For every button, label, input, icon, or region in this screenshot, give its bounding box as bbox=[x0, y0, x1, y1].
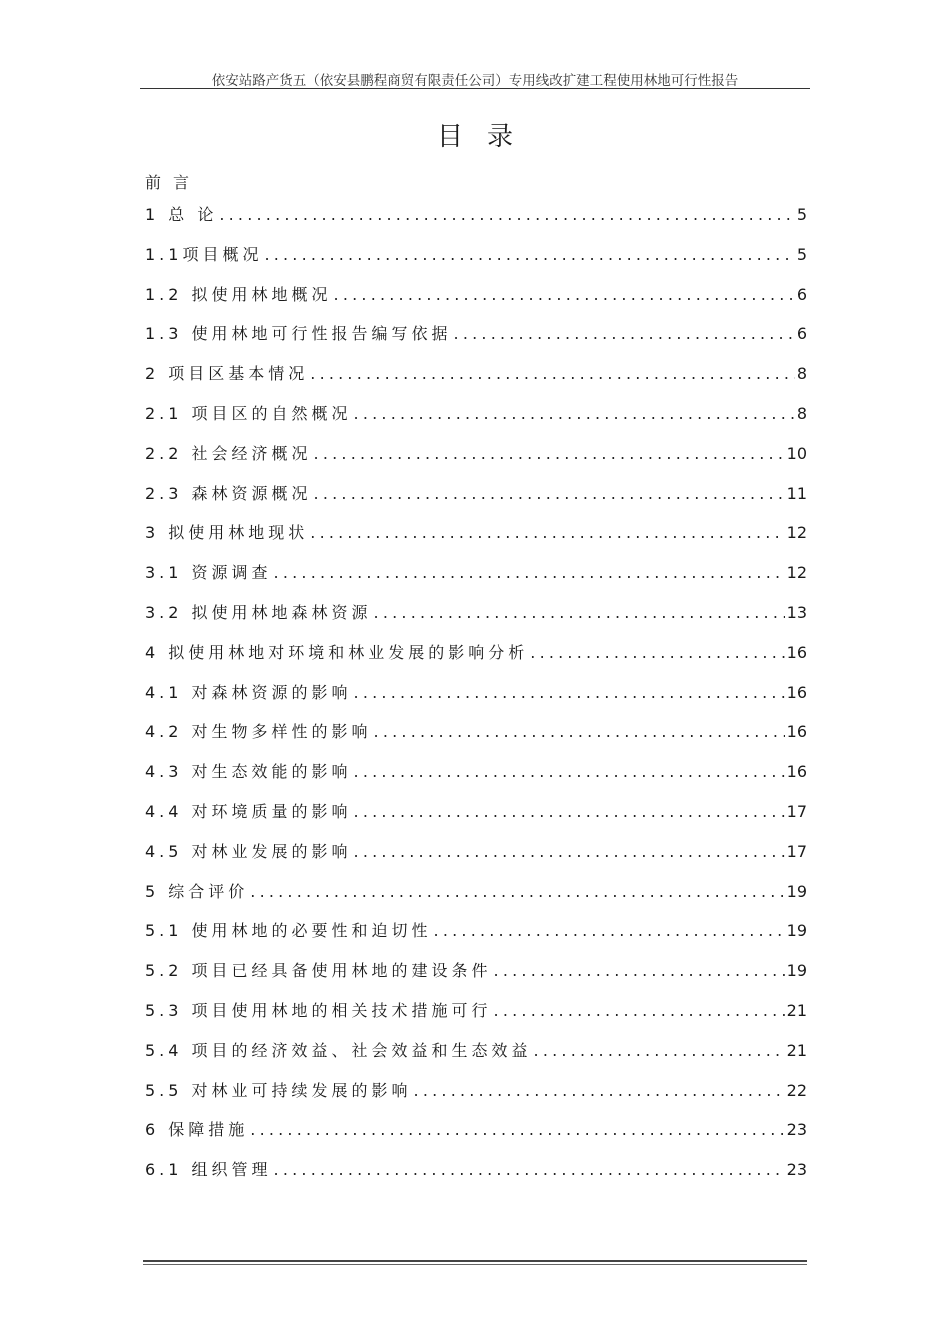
toc-entry-label: 2.1 项目区的自然概况 bbox=[145, 403, 352, 423]
toc-leader-dots bbox=[310, 364, 795, 384]
toc-entry[interactable] bbox=[145, 603, 807, 643]
toc-entry-page: 16 bbox=[786, 762, 807, 782]
toc-entry-label: 2.2 社会经济概况 bbox=[145, 443, 312, 463]
toc-leader-dots bbox=[219, 205, 794, 225]
toc-entry[interactable] bbox=[145, 1001, 807, 1041]
toc-preface: 前言 bbox=[145, 173, 202, 192]
toc-leader-dots bbox=[454, 324, 795, 344]
toc-entry-page: 19 bbox=[786, 921, 807, 941]
toc-entry[interactable] bbox=[145, 364, 807, 404]
toc-entry-page: 5 bbox=[796, 205, 807, 224]
toc-leader-dots bbox=[434, 921, 785, 941]
toc-entry[interactable] bbox=[145, 1041, 807, 1081]
toc-entry[interactable] bbox=[145, 1120, 807, 1160]
toc-entry-label: 4.1 对森林资源的影响 bbox=[145, 682, 352, 702]
footer-rule bbox=[143, 1260, 807, 1262]
toc-entry-page: 21 bbox=[786, 1000, 807, 1020]
toc-leader-dots bbox=[530, 643, 784, 663]
toc-entry-label: 5.3 项目使用林地的相关技术措施可行 bbox=[145, 1000, 492, 1020]
toc-entry[interactable] bbox=[145, 563, 807, 603]
toc-entry-page: 11 bbox=[786, 483, 807, 503]
toc-entry[interactable] bbox=[145, 285, 807, 325]
toc-leader-dots bbox=[314, 484, 785, 504]
toc-entry[interactable] bbox=[145, 484, 807, 524]
toc-entry-page: 16 bbox=[786, 642, 807, 662]
toc-entry[interactable] bbox=[145, 802, 807, 842]
toc-entry[interactable] bbox=[145, 643, 807, 683]
toc-leader-dots bbox=[314, 444, 785, 464]
toc-entry-label: 4.2 对生物多样性的影响 bbox=[145, 722, 372, 742]
toc-entry[interactable] bbox=[145, 404, 807, 444]
toc-entry-page: 23 bbox=[786, 1120, 807, 1140]
toc-entry-page: 23 bbox=[786, 1160, 807, 1180]
toc-entry-label: 3 拟使用林地现状 bbox=[145, 523, 309, 543]
toc-entry-page: 8 bbox=[796, 364, 807, 384]
toc-entry-label: 1.3 使用林地可行性报告编写依据 bbox=[145, 324, 452, 344]
toc-leader-dots bbox=[374, 722, 785, 742]
toc-entry[interactable] bbox=[145, 722, 807, 762]
toc-entry[interactable] bbox=[145, 921, 807, 961]
toc-title: 目录 bbox=[436, 122, 537, 152]
toc-entry-page: 22 bbox=[786, 1080, 807, 1100]
toc-entry-page: 5 bbox=[796, 244, 807, 264]
toc-leader-dots bbox=[334, 285, 795, 305]
toc-entry[interactable] bbox=[145, 961, 807, 1001]
toc-leader-dots bbox=[494, 961, 785, 981]
toc-entry-label: 1 总 论 bbox=[145, 205, 218, 224]
toc-leader-dots bbox=[274, 1160, 785, 1180]
toc-entry-page: 16 bbox=[786, 722, 807, 742]
toc-entry[interactable] bbox=[145, 444, 807, 484]
toc-entry-label: 5.2 项目已经具备使用林地的建设条件 bbox=[145, 961, 492, 981]
toc-entry-label: 6.1 组织管理 bbox=[145, 1160, 272, 1180]
toc-entry[interactable] bbox=[145, 324, 807, 364]
toc-entry-label: 4.5 对林业发展的影响 bbox=[145, 841, 352, 861]
toc-entry-page: 17 bbox=[786, 841, 807, 861]
toc-entry-page: 12 bbox=[786, 563, 807, 583]
toc-entry[interactable] bbox=[145, 1160, 807, 1200]
toc-entry-label: 4.3 对生态效能的影响 bbox=[145, 762, 352, 782]
toc-entry-label: 3.1 资源调查 bbox=[145, 563, 272, 583]
toc-entry[interactable] bbox=[145, 882, 807, 922]
toc-leader-dots bbox=[354, 802, 785, 822]
toc-entry[interactable] bbox=[145, 762, 807, 802]
toc-leader-dots bbox=[274, 563, 785, 583]
toc-entry-page: 19 bbox=[786, 881, 807, 901]
toc-leader-dots bbox=[354, 683, 785, 703]
toc-leader-dots bbox=[250, 882, 784, 902]
toc-entry-label: 5.1 使用林地的必要性和迫切性 bbox=[145, 921, 432, 941]
running-header: 依安站路产货五（依安县鹏程商贸有限责任公司）专用线改扩建工程使用林地可行性报告 bbox=[211, 73, 739, 89]
toc-entry-label: 2 项目区基本情况 bbox=[145, 364, 309, 384]
toc-entry-label: 2.3 森林资源概况 bbox=[145, 483, 312, 503]
toc-entry-page: 21 bbox=[786, 1040, 807, 1060]
footer-rule-thin bbox=[143, 1264, 807, 1265]
toc-entry-label: 4.4 对环境质量的影响 bbox=[145, 801, 352, 821]
toc-entry-page: 6 bbox=[796, 324, 807, 344]
toc-entry-page: 16 bbox=[786, 682, 807, 702]
toc-entry-label: 5.5 对林业可持续发展的影响 bbox=[145, 1080, 412, 1100]
toc-leader-dots bbox=[354, 404, 795, 424]
toc-entry[interactable] bbox=[145, 842, 807, 882]
toc-entry[interactable] bbox=[145, 1081, 807, 1121]
toc-leader-dots bbox=[250, 1120, 784, 1140]
toc-entry-label: 5.4 项目的经济效益、社会效益和生态效益 bbox=[145, 1040, 532, 1060]
header-rule bbox=[140, 88, 810, 89]
toc-entry[interactable] bbox=[145, 523, 807, 563]
toc-leader-dots bbox=[354, 762, 785, 782]
toc-entry-page: 6 bbox=[796, 284, 807, 304]
toc-entry-page: 8 bbox=[796, 403, 807, 423]
toc-entry-page: 10 bbox=[786, 443, 807, 463]
toc-leader-dots bbox=[310, 523, 784, 543]
toc-entry-label: 3.2 拟使用林地森林资源 bbox=[145, 602, 372, 622]
toc-entry-label: 5 综合评价 bbox=[145, 881, 249, 901]
toc-list bbox=[145, 205, 807, 1200]
toc-entry-label: 6 保障措施 bbox=[145, 1120, 249, 1140]
toc-entry-label: 4 拟使用林地对环境和林业发展的影响分析 bbox=[145, 642, 529, 662]
toc-leader-dots bbox=[534, 1041, 785, 1061]
toc-entry-page: 13 bbox=[786, 602, 807, 622]
toc-leader-dots bbox=[374, 603, 785, 623]
toc-entry-label: 1.2 拟使用林地概况 bbox=[145, 284, 332, 304]
toc-leader-dots bbox=[354, 842, 785, 862]
toc-leader-dots bbox=[494, 1001, 785, 1021]
toc-entry-page: 19 bbox=[786, 961, 807, 981]
toc-entry-label: 1.1项目概况 bbox=[145, 244, 263, 264]
toc-entry-page: 17 bbox=[786, 801, 807, 821]
toc-entry[interactable] bbox=[145, 683, 807, 723]
toc-entry[interactable] bbox=[145, 245, 807, 285]
toc-entry-page: 12 bbox=[786, 523, 807, 543]
toc-leader-dots bbox=[414, 1081, 785, 1101]
toc-leader-dots bbox=[264, 245, 794, 265]
toc-entry[interactable] bbox=[145, 205, 807, 245]
